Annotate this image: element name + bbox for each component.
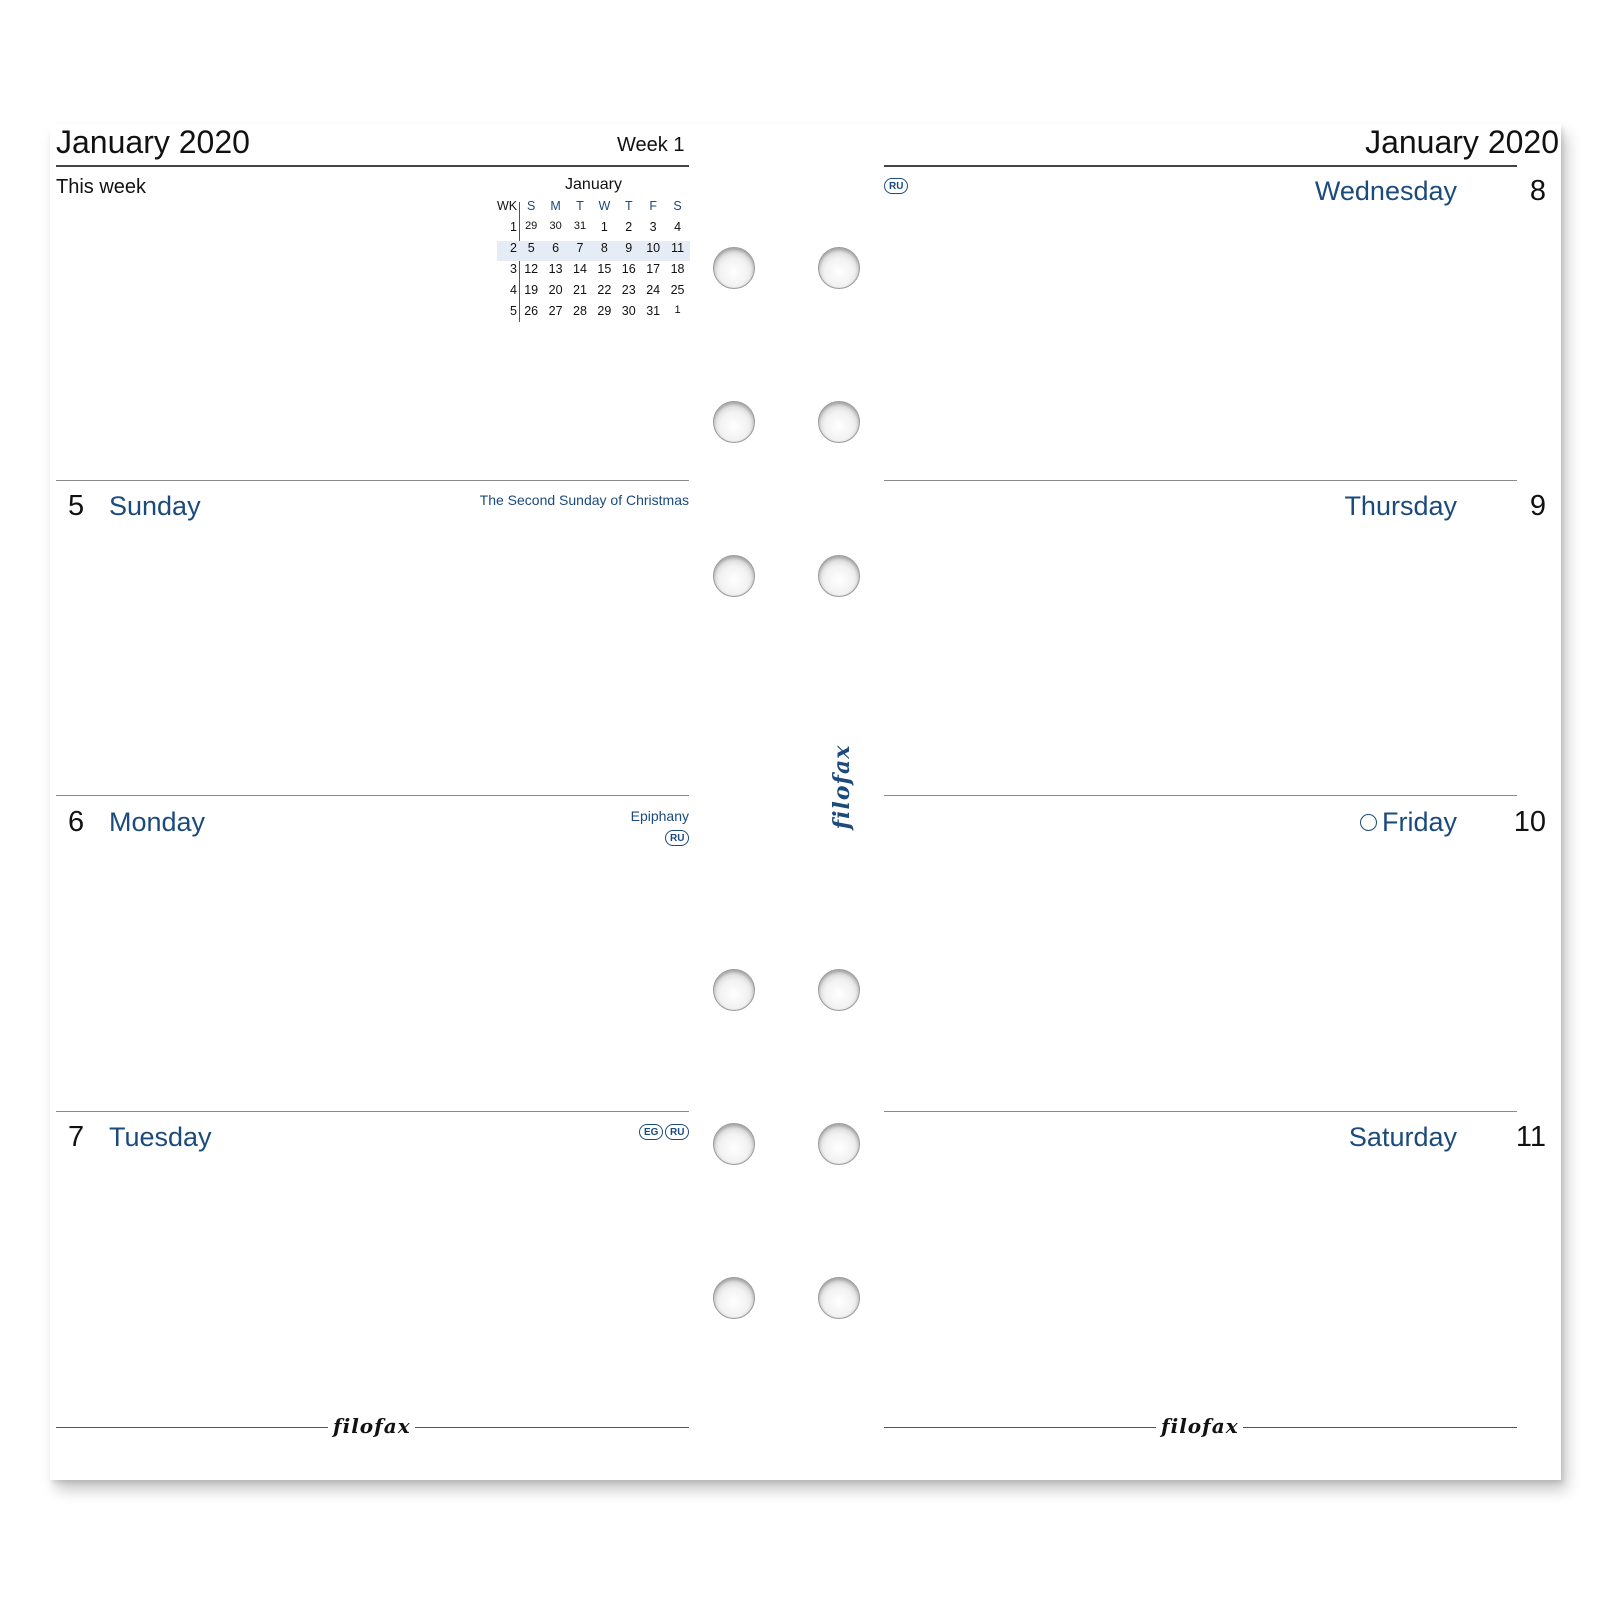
mini-calendar-week-row	[497, 262, 690, 282]
day-header: W	[598, 199, 611, 213]
day-header: S	[673, 199, 682, 213]
mini-calendar-day: 24	[646, 283, 661, 297]
eg-badge: EG	[639, 1124, 663, 1140]
week-number: 1	[510, 220, 517, 234]
day-name: Wednesday	[1314, 176, 1457, 206]
right-footer-rule	[1243, 1427, 1517, 1428]
this-week-label: This week	[56, 176, 147, 198]
mini-calendar-day: 18	[670, 262, 685, 276]
wk-header: WK	[497, 199, 518, 213]
filofax-logo: filofax	[333, 1414, 411, 1438]
day-header: M	[550, 199, 561, 213]
full-moon-icon	[1360, 814, 1377, 831]
mini-calendar-day: 5	[527, 241, 535, 255]
day-header: T	[576, 199, 584, 213]
binder-hole	[818, 401, 860, 443]
binder-hole	[713, 555, 755, 597]
holiday-label: Epiphany	[630, 808, 689, 824]
binder-hole	[818, 969, 860, 1011]
ru-badge: RU	[665, 830, 689, 846]
binder-hole	[818, 1123, 860, 1165]
spine-filofax-logo: filofax	[829, 744, 855, 830]
filofax-logo: filofax	[1161, 1414, 1239, 1438]
mini-calendar-week-row	[497, 283, 690, 303]
day-number: 6	[68, 806, 85, 838]
left-footer-rule	[415, 1427, 689, 1428]
right-month-title: January 2020	[1365, 124, 1559, 160]
binder-hole	[713, 401, 755, 443]
week-number: 4	[510, 283, 517, 297]
day-divider	[56, 480, 689, 481]
day-name: Thursday	[1344, 491, 1457, 521]
day-header: S	[527, 199, 536, 213]
day-divider	[884, 795, 1517, 796]
left-footer-rule	[56, 1427, 328, 1428]
mini-calendar-day: 7	[576, 241, 584, 255]
week-label: Week 1	[617, 134, 685, 156]
binder-hole	[818, 1277, 860, 1319]
mini-calendar-month: January	[565, 176, 622, 193]
day-name: Tuesday	[109, 1122, 212, 1152]
mini-calendar-day: 19	[524, 283, 539, 297]
mini-calendar-day: 29	[597, 304, 612, 318]
mini-calendar-day: 13	[548, 262, 563, 276]
mini-calendar-day: 1	[600, 220, 608, 234]
mini-calendar-day: 2	[625, 220, 633, 234]
binder-hole	[818, 247, 860, 289]
mini-calendar-day: 21	[573, 283, 587, 297]
mini-calendar-day: 10	[646, 241, 661, 255]
mini-calendar-day: 20	[548, 283, 563, 297]
mini-calendar-day: 26	[524, 304, 539, 318]
mini-calendar-day: 14	[573, 262, 587, 276]
planner-spread	[50, 124, 1561, 1480]
binder-hole	[713, 1123, 755, 1165]
mini-calendar-day: 11	[671, 241, 685, 255]
mini-calendar-week-row	[497, 220, 690, 240]
right-header-rule	[884, 165, 1517, 167]
mini-calendar-day: 16	[621, 262, 636, 276]
day-name: Sunday	[109, 491, 201, 521]
week-number: 2	[510, 241, 517, 255]
ru-badge: RU	[884, 178, 908, 194]
mini-calendar-day: 30	[621, 304, 636, 318]
left-header-rule	[56, 165, 689, 167]
mini-calendar-day: 9	[625, 241, 633, 255]
mini-calendar-day: 8	[600, 241, 608, 255]
mini-calendar-day: 23	[621, 283, 636, 297]
binder-hole	[713, 969, 755, 1011]
day-number: 7	[68, 1121, 85, 1153]
mini-calendar-day: 27	[548, 304, 563, 318]
mini-calendar-day: 22	[597, 283, 612, 297]
day-number: 11	[1515, 1121, 1546, 1153]
binder-hole	[713, 247, 755, 289]
day-number: 8	[1529, 175, 1546, 207]
mini-calendar-day: 31	[573, 220, 587, 232]
mini-calendar-day: 25	[670, 283, 685, 297]
mini-calendar-week-row	[497, 304, 690, 324]
week-number: 3	[510, 262, 517, 276]
right-footer-rule	[884, 1427, 1156, 1428]
day-divider	[884, 1111, 1517, 1112]
mini-calendar-day: 29	[525, 220, 538, 232]
left-month-title: January 2020	[56, 124, 250, 160]
day-number: 10	[1513, 806, 1546, 838]
mini-calendar-day: 17	[646, 262, 661, 276]
day-name: Friday	[1381, 807, 1457, 837]
day-name: Monday	[109, 807, 206, 837]
day-number: 5	[68, 490, 85, 522]
week-number: 5	[510, 304, 517, 318]
mini-calendar-day: 4	[674, 220, 682, 234]
day-number: 9	[1529, 490, 1546, 522]
mini-calendar-day: 28	[573, 304, 587, 318]
mini-calendar-week-row	[497, 241, 690, 261]
binder-hole	[713, 1277, 755, 1319]
day-header: T	[624, 199, 633, 213]
holiday-label: The Second Sunday of Christmas	[479, 492, 689, 508]
mini-calendar-day: 3	[649, 220, 657, 234]
day-divider	[56, 1111, 689, 1112]
binder-hole	[818, 555, 860, 597]
mini-calendar-header	[497, 199, 690, 219]
ru-badge: RU	[665, 1124, 689, 1140]
day-divider	[884, 480, 1517, 481]
mini-calendar-day: 30	[549, 220, 562, 232]
mini-calendar-day: 31	[646, 304, 661, 318]
day-name: Saturday	[1348, 1122, 1457, 1152]
mini-calendar-day: 1	[674, 304, 681, 316]
day-header: F	[649, 199, 657, 213]
mini-calendar-day: 15	[597, 262, 612, 276]
mini-calendar-day: 12	[524, 262, 539, 276]
day-divider	[56, 795, 689, 796]
mini-calendar-day: 6	[552, 241, 560, 255]
